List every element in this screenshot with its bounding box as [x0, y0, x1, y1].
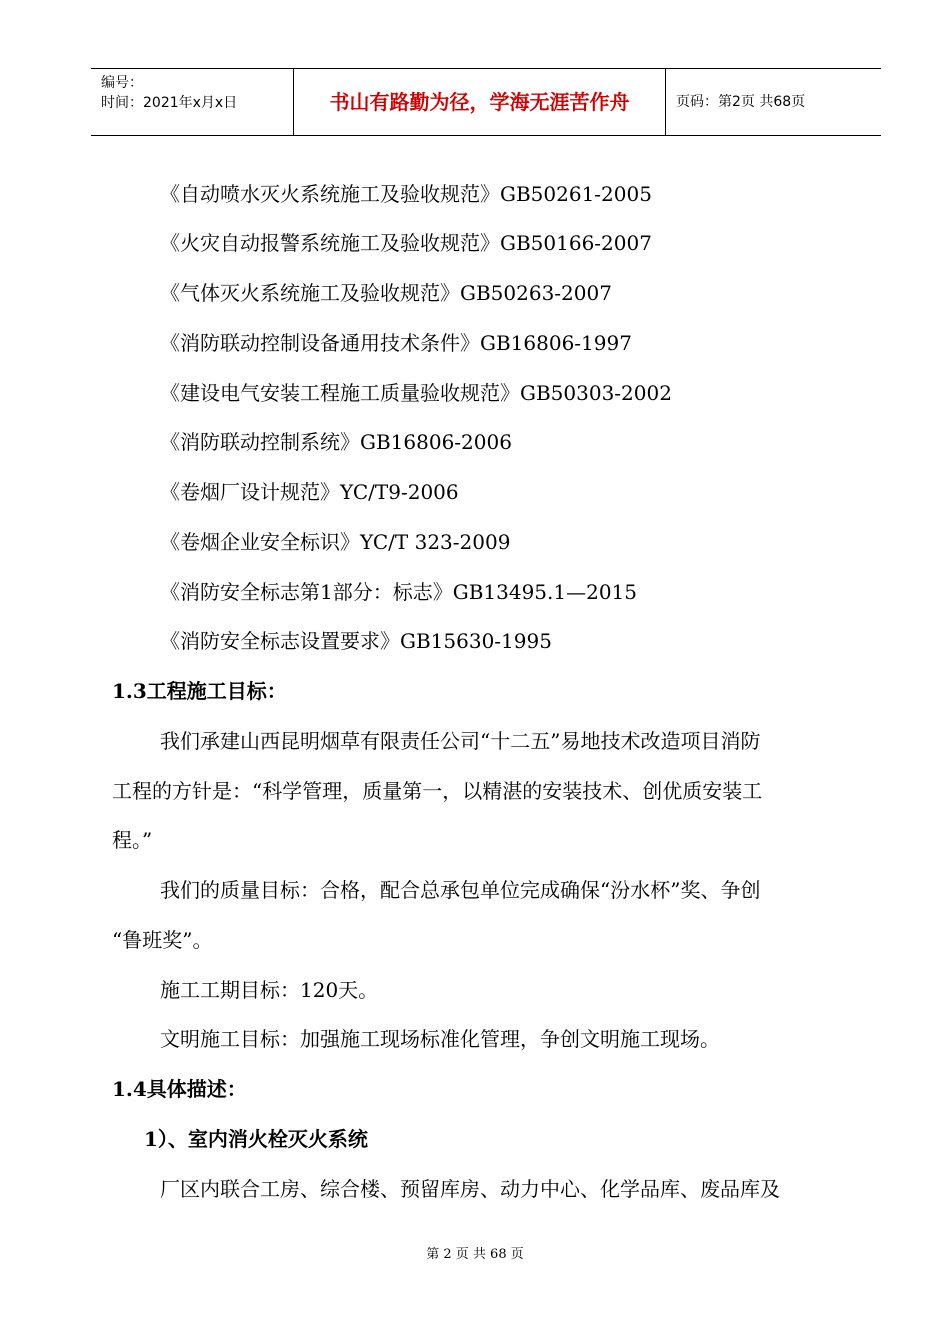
header-meta [91, 69, 293, 135]
page-footer: 第 2 页 共 68 页 [426, 1247, 524, 1262]
paragraph-line: 我们承建山西昆明烟草有限责任公司“十二五”易地技术改造项目消防 [160, 729, 761, 753]
paragraph-line: 我们的质量目标：合格，配合总承包单位完成确保“汾水杯”奖、争创 [160, 878, 761, 902]
paragraph-line: 施工工期目标：120天。 [160, 978, 379, 1002]
header-page-info: 页码：第2页 共68页 [676, 94, 806, 110]
document-number-label: 编号： [101, 75, 143, 91]
standard-item: 《气体灭火系统施工及验收规范》GB50263-2007 [160, 281, 612, 305]
paragraph-line: 工程的方针是：“科学管理，质量第一，以精湛的安装技术、创优质安装工 [112, 779, 763, 803]
standard-item: 《卷烟企业安全标识》YC/T 323-2009 [160, 530, 511, 554]
sub-heading: 1）、室内消火栓灭火系统 [144, 1127, 368, 1151]
standard-item: 《自动喷水灭火系统施工及验收规范》GB50261-2005 [160, 182, 652, 206]
paragraph-line: 程。” [112, 828, 153, 852]
standard-item: 《消防联动控制设备通用技术条件》GB16806-1997 [160, 331, 632, 355]
standard-item: 《消防安全标志设置要求》GB15630-1995 [160, 629, 552, 653]
paragraph-line: 文明施工目标：加强施工现场标准化管理，争创文明施工现场。 [160, 1027, 720, 1051]
header-motto: 书山有路勤为径，学海无涯苦作舟 [293, 69, 666, 135]
standard-item: 《消防联动控制系统》GB16806-2006 [160, 430, 512, 454]
section-heading-1-3: 1.3工程施工目标： [112, 679, 287, 703]
paragraph-line: “鲁班奖”。 [112, 928, 213, 952]
section-heading-1-4: 1.4具体描述： [112, 1077, 247, 1101]
standard-item: 《火灾自动报警系统施工及验收规范》GB50166-2007 [160, 231, 652, 255]
standard-item: 《建设电气安装工程施工质量验收规范》GB50303-2002 [160, 381, 672, 405]
paragraph-line: 厂区内联合工房、综合楼、预留库房、动力中心、化学品库、废品库及 [160, 1177, 780, 1201]
page-header [91, 68, 881, 136]
standard-item: 《消防安全标志第1部分：标志》GB13495.1—2015 [160, 580, 638, 604]
document-date: 时间：2021年x月x日 [101, 95, 238, 111]
standard-item: 《卷烟厂设计规范》YC/T9-2006 [160, 480, 459, 504]
